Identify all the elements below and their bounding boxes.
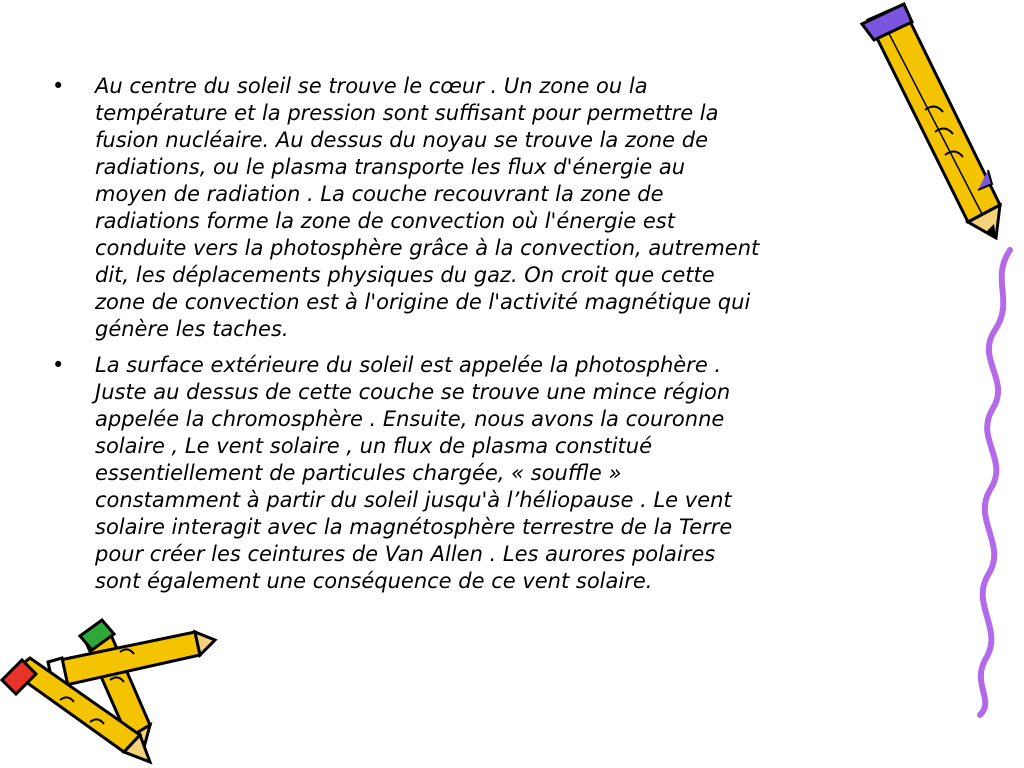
bullet-line: Juste au dessus de cette couche se trouve une mince région xyxy=(95,380,731,404)
squiggle-line xyxy=(980,250,1010,715)
bullet-item-core xyxy=(52,73,964,343)
bullet-line: pour créer les ceintures de Van Allen . Les aurores polaires xyxy=(95,542,716,566)
bullet-line: sont également une conséquence de ce vent solaire. xyxy=(95,569,653,593)
bullet-line: zone de convection est à l'origine de l'activité magnétique qui xyxy=(95,290,751,314)
bullet-marker: • xyxy=(52,353,65,377)
bullet-line: fusion nucléaire. Au dessus du noyau se trouve la zone de xyxy=(95,128,708,152)
bullet-line: constamment à partir du soleil jusqu'à l’héliopause . Le vent xyxy=(95,488,732,512)
bullet-item-surface xyxy=(52,352,964,595)
bullet-line: moyen de radiation . La couche recouvrant la zone de xyxy=(95,182,664,206)
bullet-line: solaire interagit avec la magnétosphère terrestre de la Terre xyxy=(95,515,733,539)
bullet-line: conduite vers la photosphère grâce à la convection, autrement xyxy=(95,236,760,260)
crossed-pencils-icon xyxy=(2,620,215,762)
bullet-list xyxy=(52,73,964,604)
bullet-line: essentiellement de particules chargée, « souffle » xyxy=(95,461,622,485)
bullet-line: Au centre du soleil se trouve le cœur . Un zone ou la xyxy=(95,74,648,98)
bullet-line: La surface extérieure du soleil est appelée la photosphère . xyxy=(95,353,722,377)
bullet-line: dit, les déplacements physiques du gaz. On croit que cette xyxy=(95,263,715,287)
bullet-line: température et la pression sont suffisant pour permettre la xyxy=(95,101,719,125)
bullet-line: radiations, ou le plasma transporte les flux d'énergie au xyxy=(95,155,686,179)
bullet-line: solaire , Le vent solaire , un flux de plasma constitué xyxy=(95,434,653,458)
bullet-line: génère les taches. xyxy=(95,317,289,341)
bullet-marker: • xyxy=(52,74,65,98)
bullet-line: appelée la chromosphère . Ensuite, nous avons la couronne xyxy=(95,407,725,431)
bullet-line: radiations forme la zone de convection où l'énergie est xyxy=(95,209,675,233)
